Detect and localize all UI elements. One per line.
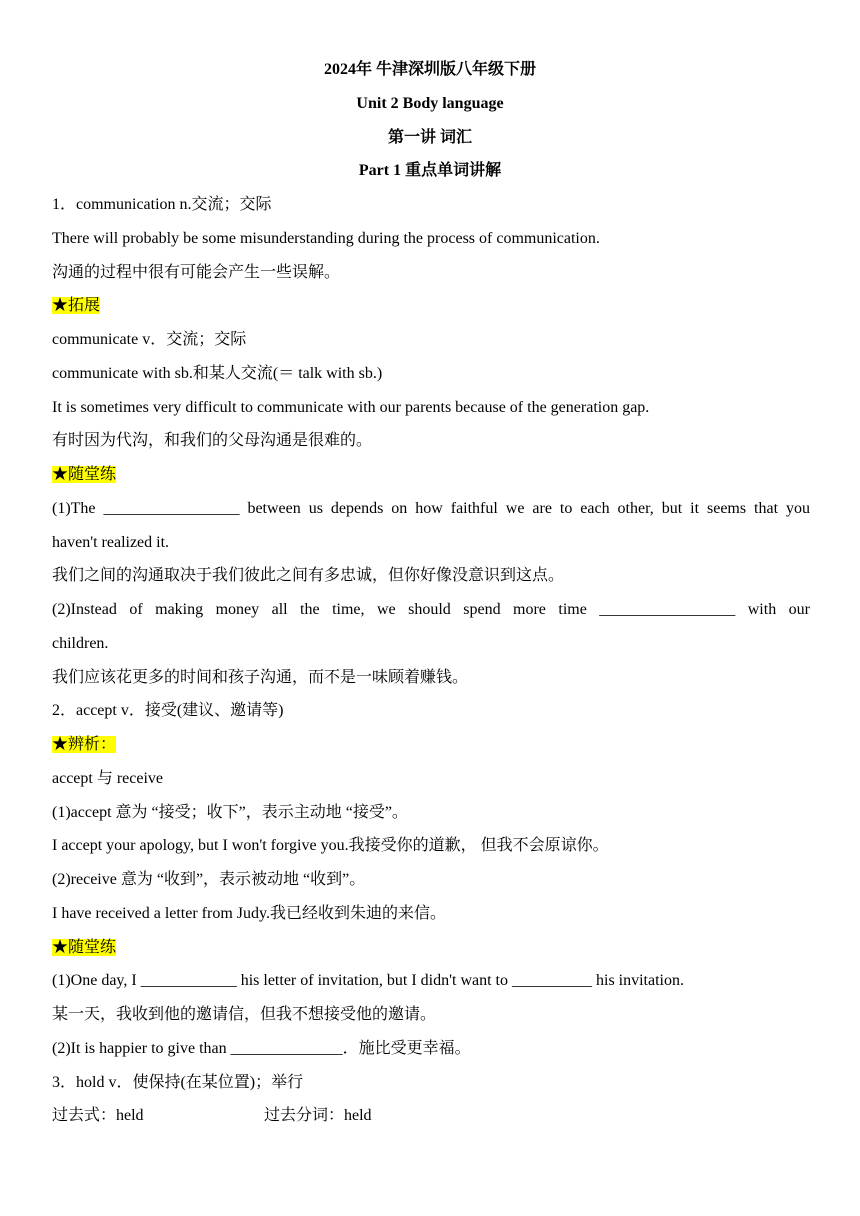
highlight: ★随堂练 (52, 939, 117, 956)
highlight: ★辨析： (52, 736, 117, 753)
section-label-practice (52, 937, 810, 959)
comparison-heading: accept 与 receive (52, 770, 164, 787)
word-entry-communication: 1．communication n.交流；交际 (52, 196, 272, 213)
exercise-translation: 某一天，我收到他的邀请信，但我不想接受他的邀请。 (52, 1006, 437, 1023)
highlight: ★随堂练 (52, 466, 117, 483)
lecture-title: 第一讲 词汇 (387, 129, 472, 146)
example-translation: 有时因为代沟，和我们的父母沟通是很难的。 (52, 432, 373, 449)
part-title: Part 1 重点单词讲解 (358, 162, 502, 179)
example-translation: 沟通的过程中很有可能会产生一些误解。 (52, 264, 341, 281)
exercise-translation: 我们之间的沟通取决于我们彼此之间有多忠诚，但你好像没意识到这点。 (52, 567, 565, 584)
example-sentence: I have received a letter from Judy.我已经收到朱迪的来信。 (52, 905, 446, 922)
exercise-question-1: (1)One day, I ____________ his letter of invitation, but I didn't want to __________ his invitation. (52, 972, 684, 989)
highlight: ★拓展 (52, 297, 101, 314)
word-entry-accept: 2．accept v．接受(建议、邀请等) (52, 702, 284, 719)
exercise-question-2: (2)Instead of making money all the time, we should spend more time _________________ with our (52, 601, 810, 618)
exercise-question-2: (2)It is happier to give than ______________．施比受更幸福。 (52, 1040, 471, 1057)
verb-forms (52, 1105, 810, 1127)
exercise-question-1: (1)The _________________ between us depends on how faithful we are to each other, but it seems that you (52, 500, 810, 517)
past-participle-form: 过去分词：held (264, 1107, 372, 1124)
exercise-translation: 我们应该花更多的时间和孩子沟通，而不是一味顾着赚钱。 (52, 669, 469, 686)
document-title: 2024年 牛津深圳版八年级下册 (323, 61, 536, 78)
example-sentence: I accept your apology, but I won't forgive you.我接受你的道歉， 但我不会原谅你。 (52, 837, 609, 854)
example-sentence: It is sometimes very difficult to communicate with our parents because of the generation gap. (52, 399, 650, 416)
comparison-receive: (2)receive 意为 “收到”，表示被动地 “收到”。 (52, 871, 366, 888)
word-entry-hold: 3．hold v．使保持(在某位置)；举行 (52, 1074, 304, 1091)
example-sentence: There will probably be some misunderstanding during the process of communication. (52, 230, 600, 247)
unit-title: Unit 2 Body language (356, 95, 504, 112)
past-tense-form: 过去式：held (52, 1107, 144, 1124)
word-entry-communicate: communicate v．交流；交际 (52, 331, 247, 348)
section-label-extension (52, 295, 810, 317)
exercise-question-2-cont: children. (52, 635, 109, 652)
comparison-accept: (1)accept 意为 “接受；收下”，表示主动地 “接受”。 (52, 804, 408, 821)
exercise-question-1-cont: haven't realized it. (52, 534, 170, 551)
section-label-practice (52, 464, 810, 486)
phrase-communicate-with: communicate with sb.和某人交流(＝ talk with sb.) (52, 365, 383, 382)
section-label-analysis (52, 734, 810, 756)
